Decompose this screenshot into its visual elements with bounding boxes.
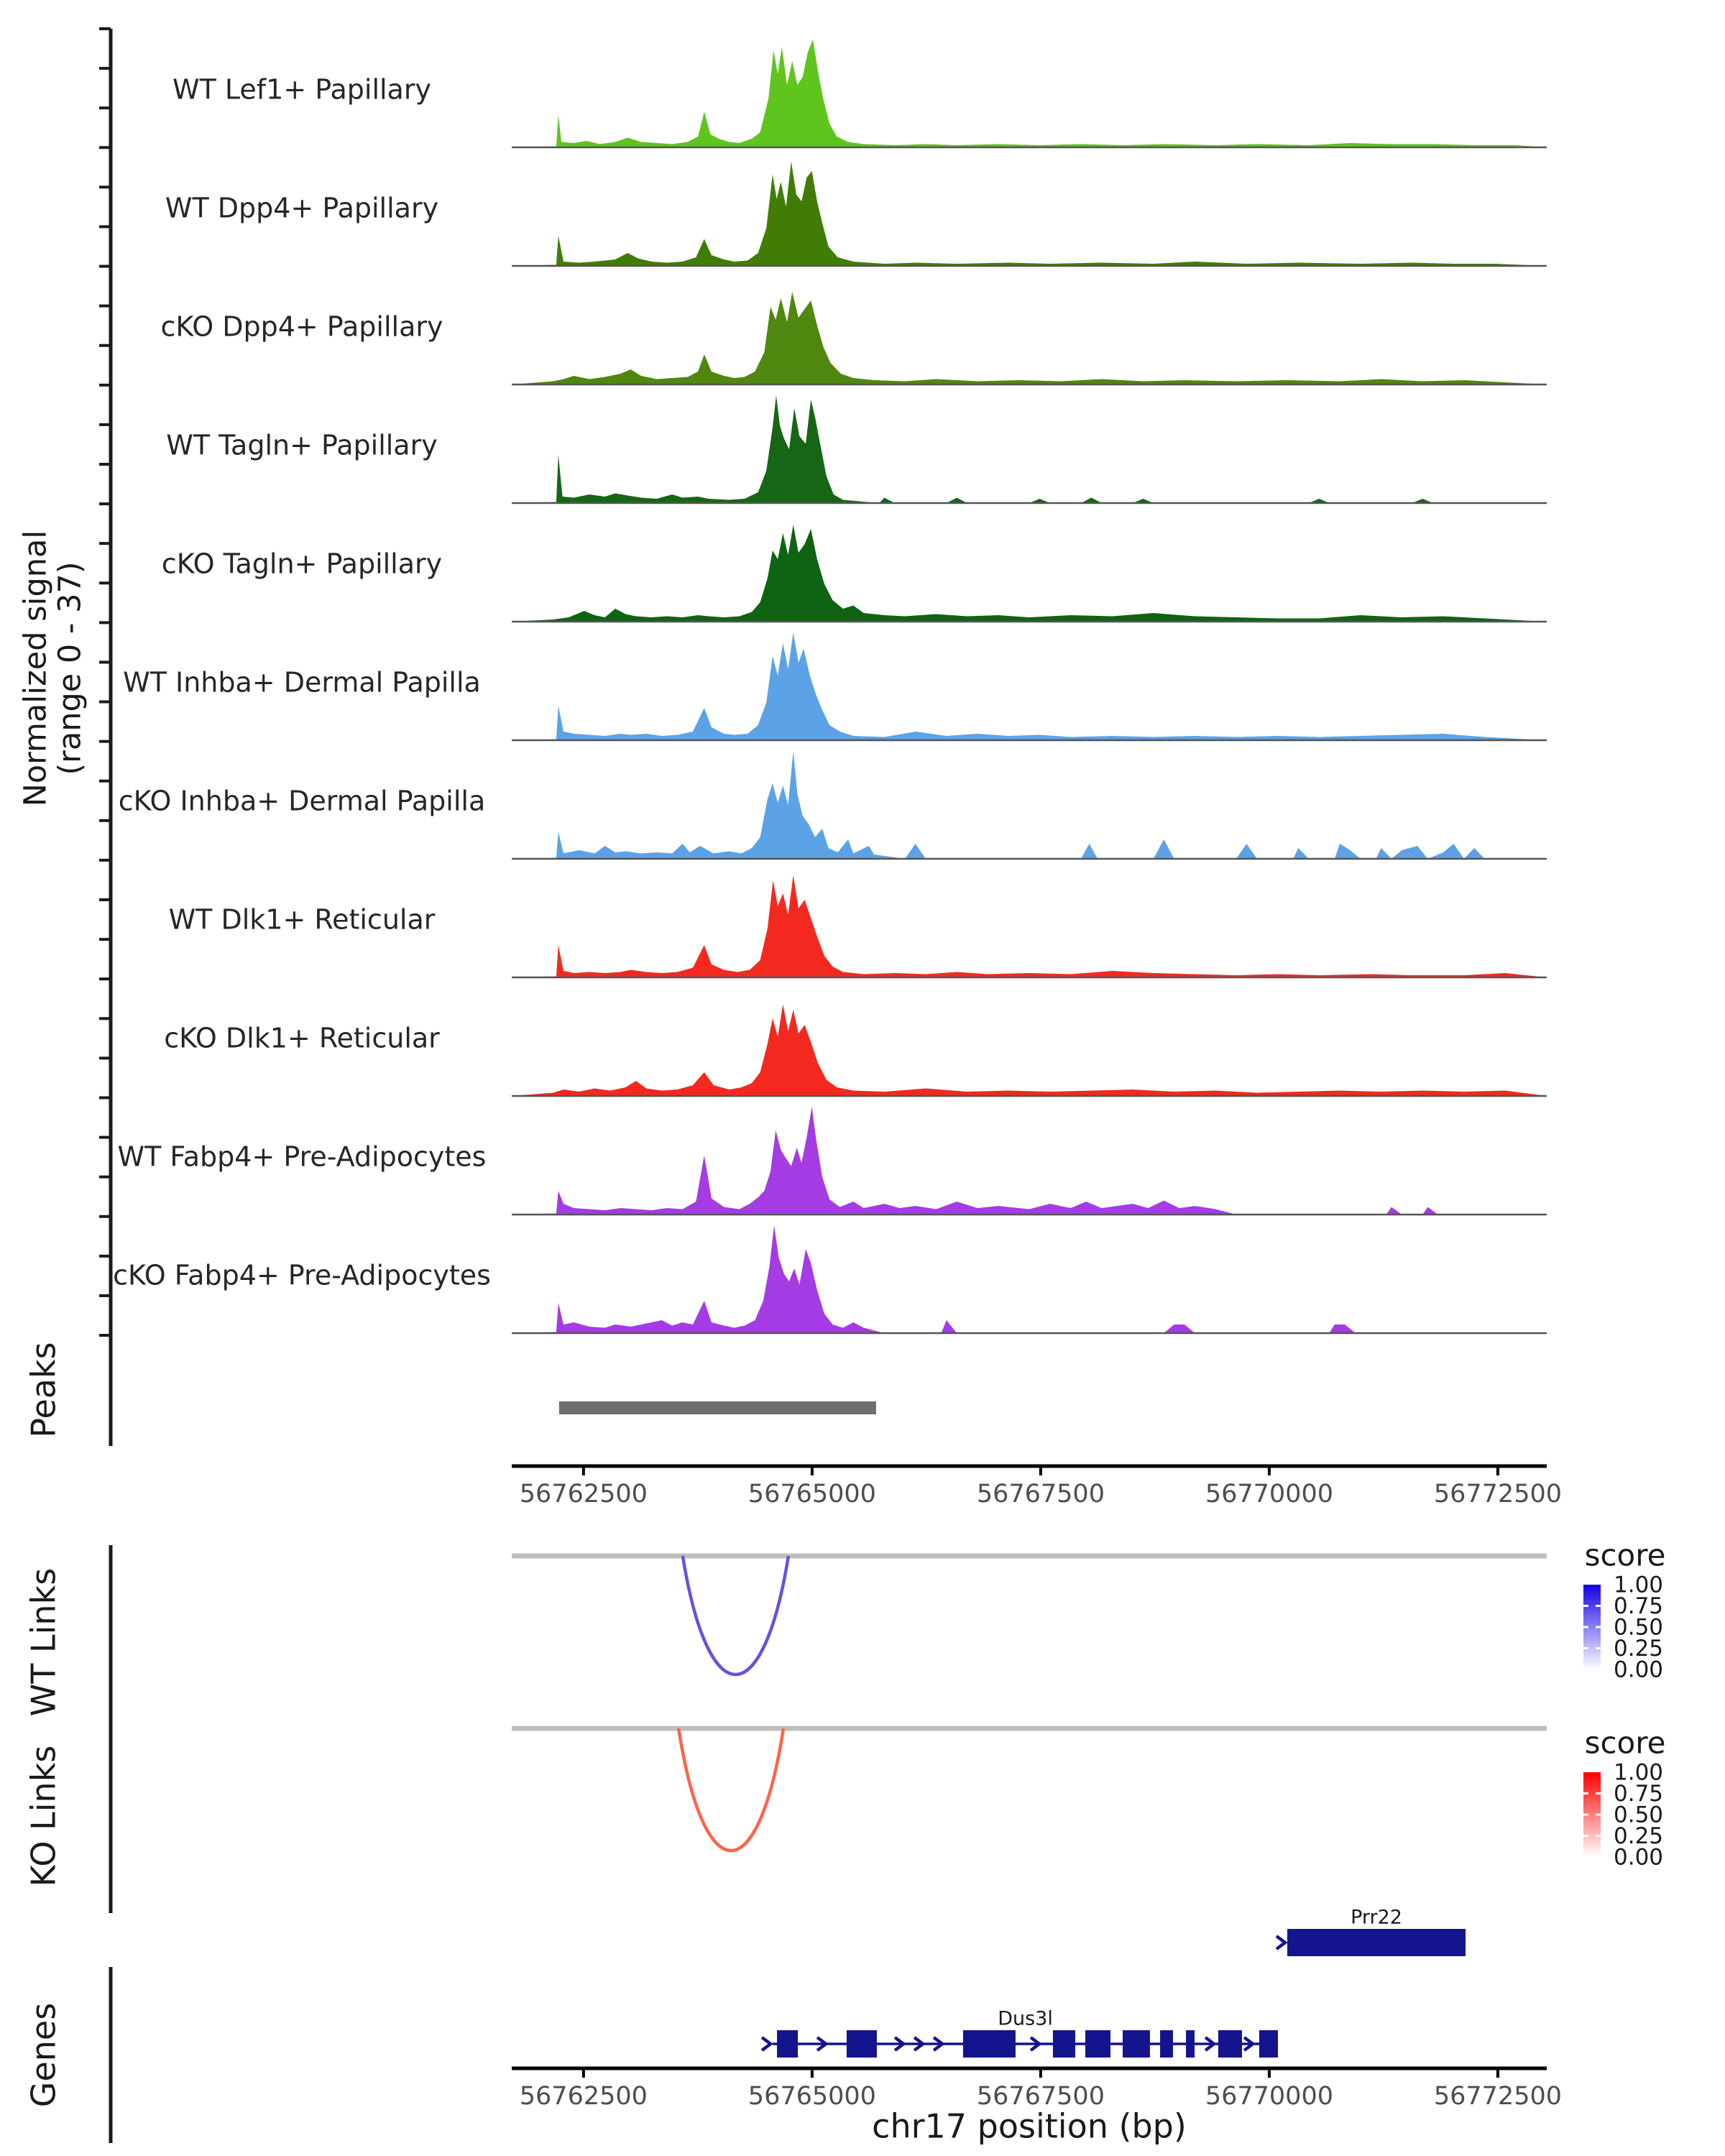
peaks-section — [24, 1334, 876, 1446]
colorbar-tick — [1583, 1792, 1588, 1795]
coverage-area — [512, 632, 1547, 740]
x-axis-tick-label: 56770000 — [1205, 1480, 1334, 1508]
colorbar-tick — [1596, 1814, 1601, 1816]
gene-exon — [1218, 2030, 1242, 2058]
section-label: Genes — [24, 2002, 63, 2108]
legend-tick-label: 1.00 — [1614, 1759, 1664, 1786]
gene-exon — [1123, 2030, 1150, 2058]
y-axis-label-line1: Normalized signal — [17, 530, 54, 807]
score-legend — [1583, 1538, 1665, 1683]
colorbar-tick — [1583, 1814, 1588, 1816]
gene-exon — [777, 2030, 798, 2058]
legend-tick-label: 0.75 — [1614, 1593, 1664, 1619]
legend-tick-label: 0.50 — [1614, 1614, 1664, 1641]
x-axis-top — [512, 1466, 1562, 1508]
track-label: WT Inhba+ Dermal Papilla — [123, 666, 481, 699]
gene-model — [1276, 1907, 1466, 1957]
coverage-area — [512, 292, 1547, 384]
x-axis-tick-label: 56767500 — [976, 2082, 1105, 2111]
x-axis-tick-label: 56770000 — [1205, 2082, 1334, 2111]
legend-tick-label: 0.00 — [1614, 1657, 1664, 1683]
signal-sidebar — [99, 29, 111, 1335]
coverage-area — [512, 162, 1547, 267]
gene-exon — [1259, 2030, 1278, 2058]
track-label: WT Dpp4+ Papillary — [165, 192, 439, 224]
x-axis-tick-label: 56762500 — [519, 1480, 648, 1508]
y-axis-label-line2: (range 0 - 37) — [52, 561, 88, 775]
legend-title: score — [1584, 1725, 1666, 1761]
section-label: WT Links — [24, 1567, 63, 1717]
strand-arrow-icon — [762, 2037, 770, 2050]
coverage-area — [512, 40, 1547, 147]
strand-arrow-icon — [1276, 1936, 1285, 1949]
gene-exon — [847, 2030, 877, 2058]
colorbar-tick — [1583, 1626, 1588, 1628]
gene-exon — [963, 2030, 1016, 2058]
legend-tick-label: 0.75 — [1614, 1781, 1664, 1807]
x-axis-tick-label: 56772500 — [1433, 2082, 1563, 2111]
ko-links-section — [24, 1719, 1547, 1913]
coverage-area — [512, 1005, 1547, 1097]
x-axis-tick-label: 56762500 — [519, 2082, 648, 2111]
track-label: cKO Dlk1+ Reticular — [164, 1022, 440, 1054]
track-label: WT Fabp4+ Pre-Adipocytes — [117, 1141, 487, 1173]
colorbar-tick — [1596, 1835, 1601, 1837]
legend-tick-label: 0.00 — [1614, 1844, 1664, 1871]
gene-exon — [1287, 1929, 1466, 1956]
track-label: cKO Tagln+ Papillary — [161, 548, 443, 580]
colorbar-tick — [1583, 1835, 1588, 1837]
gene-exon — [1186, 2030, 1195, 2058]
track-label: cKO Fabp4+ Pre-Adipocytes — [113, 1259, 491, 1291]
signal-track — [164, 1005, 1547, 1097]
legend-title: score — [1584, 1537, 1666, 1573]
x-axis-tick-label: 56765000 — [748, 1480, 876, 1508]
signal-track — [113, 1225, 1547, 1333]
gene-name-label: Prr22 — [1351, 1906, 1402, 1929]
gene-model — [762, 2008, 1278, 2058]
colorbar-tick — [1596, 1647, 1601, 1649]
score-legend — [1583, 1726, 1665, 1871]
link-arc — [683, 1556, 788, 1674]
legend-tick-label: 1.00 — [1614, 1572, 1664, 1598]
section-label: KO Links — [24, 1745, 63, 1887]
x-axis-bottom — [512, 2068, 1562, 2111]
colorbar-tick — [1596, 1792, 1601, 1795]
colorbar-tick — [1583, 1605, 1588, 1607]
track-label: cKO Inhba+ Dermal Papilla — [118, 785, 486, 817]
signal-track — [169, 875, 1547, 978]
signal-track — [118, 1107, 1547, 1215]
gene-exon — [1053, 2030, 1075, 2058]
signal-track — [165, 162, 1547, 267]
colorbar-tick — [1596, 1605, 1601, 1607]
gene-name-label: Dus3l — [998, 2007, 1053, 2030]
track-label: WT Dlk1+ Reticular — [168, 903, 436, 936]
track-label: WT Tagln+ Papillary — [166, 429, 438, 461]
section-label: Peaks — [24, 1342, 63, 1438]
coverage-area — [512, 1225, 1547, 1333]
peak-bar — [559, 1401, 876, 1414]
colorbar-tick — [1596, 1626, 1601, 1628]
legend-tick-label: 0.25 — [1614, 1636, 1664, 1662]
signal-track — [162, 525, 1547, 622]
x-axis-title: chr17 position (bp) — [872, 2106, 1187, 2146]
colorbar-tick — [1583, 1647, 1588, 1649]
gene-exon — [1160, 2030, 1173, 2058]
x-axis-tick-label: 56772500 — [1433, 1480, 1563, 1508]
x-axis-tick-label: 56767500 — [976, 1480, 1105, 1508]
gene-exon — [1085, 2030, 1110, 2058]
wt-links-section — [24, 1545, 1547, 1739]
coverage-area — [512, 1107, 1547, 1215]
signal-track — [166, 395, 1547, 503]
signal-track — [123, 632, 1547, 740]
coverage-area — [512, 875, 1547, 978]
x-axis-tick-label: 56765000 — [748, 2082, 876, 2111]
coverage-area — [512, 751, 1547, 859]
coverage-area — [512, 525, 1547, 622]
legend-tick-label: 0.25 — [1614, 1823, 1664, 1849]
coverage-area — [512, 395, 1547, 503]
signal-track — [119, 751, 1547, 859]
track-label: WT Lef1+ Papillary — [172, 73, 431, 106]
link-arc — [678, 1728, 783, 1851]
signal-track — [160, 292, 1547, 384]
track-label: cKO Dpp4+ Papillary — [160, 310, 443, 343]
signal-track — [172, 40, 1547, 147]
legend-tick-label: 0.50 — [1614, 1802, 1664, 1828]
signal-tracks — [113, 40, 1547, 1333]
